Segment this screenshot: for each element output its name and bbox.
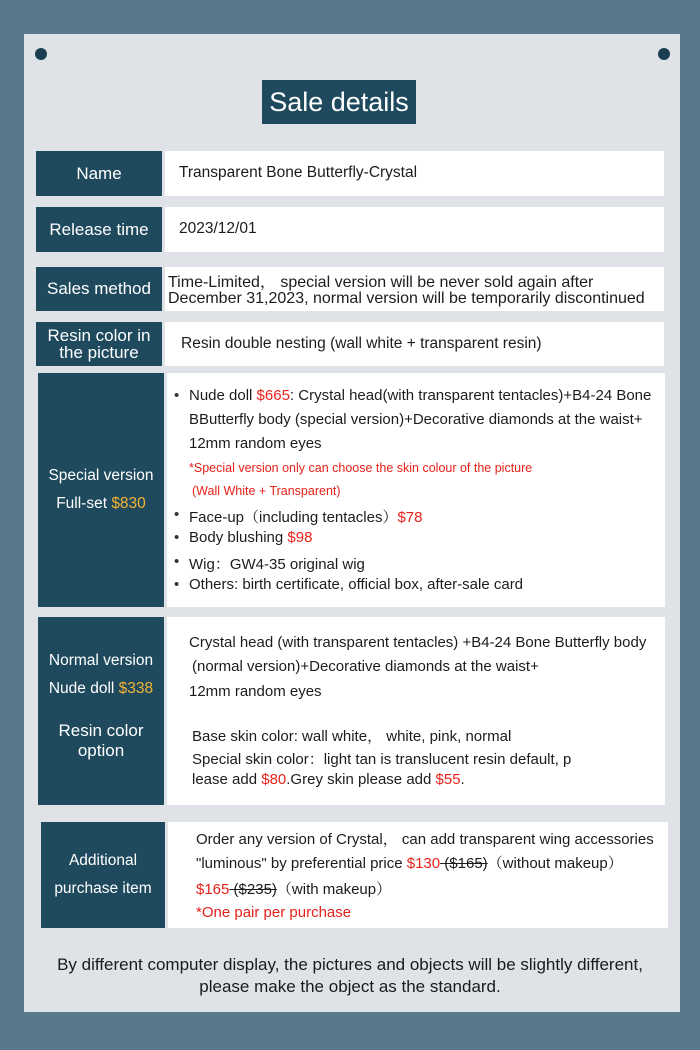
resin-color-label-line2: the picture [59, 343, 139, 362]
special-item-nude-doll [189, 387, 651, 404]
additional-line2 [196, 852, 623, 873]
normal-label-price: $338 [118, 680, 154, 697]
wing-old-price-with-makeup: ($235) [229, 881, 277, 898]
special-item-others: • Others: birth certificate, official box, after-sale card [189, 576, 523, 593]
skin-line3 [192, 771, 465, 788]
resin-color-label-line1: Resin color in [47, 326, 151, 345]
skin-price-light-tan: $80 [261, 771, 287, 788]
skin-line3-a: lease add [192, 771, 262, 788]
wing-price-without-makeup: $130 [406, 855, 441, 872]
normal-line3: 12mm random eyes [189, 683, 322, 700]
special-item1-text: : Crystal head(with transparent tentacles)+B4-24 Bone [289, 387, 652, 404]
special-version-label [38, 373, 164, 607]
page-title: Sale details [262, 80, 416, 124]
special-item2-text: Face-up（including tentacles） [189, 509, 398, 526]
additional-line3 [196, 878, 391, 899]
skin-line2: Special skin color：light tan is translucent resin default, p [192, 751, 572, 768]
skin-line3-c: . [460, 771, 465, 788]
special-label-prefix: Full-set [56, 495, 112, 512]
release-value-cell [165, 207, 664, 252]
sales-method-line2: December 31,2023, normal version will be temporarily discontinued [168, 290, 645, 307]
special-item-wig: • Wig：GW4-35 original wig [189, 553, 365, 574]
special-note1: *Special version only can choose the skin colour of the picture [189, 461, 533, 475]
wing-old-price-without-makeup: ($165) [440, 855, 488, 872]
special-item1-price: $665 [256, 387, 290, 404]
additional-label-line1: Additional [68, 852, 138, 869]
skin-price-grey: $55 [435, 771, 461, 788]
wing-price-with-makeup: $165 [196, 881, 230, 898]
normal-label-line1: Normal version [48, 652, 154, 669]
additional-purchase-label [41, 822, 165, 928]
sales-method-line1: Time-Limited， special version will be never sold again after [168, 274, 594, 291]
special-item1-prefix: Nude doll [189, 387, 257, 404]
normal-label-line2 [49, 675, 153, 703]
special-item2-price: $78 [397, 509, 423, 526]
release-value: 2023/12/01 [179, 220, 257, 237]
normal-version-details [167, 617, 665, 805]
special-item1-line3: 12mm random eyes [189, 435, 322, 452]
footer-line2: please make the object as the standard. [199, 977, 501, 996]
additional-line3-b: （with makeup） [276, 881, 392, 898]
name-label [36, 151, 162, 196]
sales-method-label [36, 267, 162, 311]
normal-version-label [38, 617, 164, 805]
name-label-text: Name [76, 163, 122, 183]
normal-line2: (normal version)+Decorative diamonds at the waist+ [192, 658, 539, 675]
special-item-blushing [189, 529, 312, 546]
special-note2: (Wall White + Transparent) [192, 484, 341, 498]
additional-label-line2: purchase item [54, 880, 152, 897]
name-value: Transparent Bone Butterfly-Crystal [179, 164, 418, 181]
sales-method-value-cell [165, 267, 664, 311]
special-label-price: $830 [111, 495, 146, 512]
skin-line3-b: .Grey skin please add [286, 771, 436, 788]
release-label [36, 207, 162, 252]
special-item-faceup [189, 506, 422, 527]
name-value-cell [165, 151, 664, 196]
release-label-text: Release time [49, 219, 149, 239]
skin-line1: Base skin color: wall white， white, pink, normal [192, 728, 512, 745]
hole-left-icon [35, 48, 47, 60]
resin-option-label-line1: Resin color [58, 721, 144, 740]
hole-right-icon [658, 48, 670, 60]
footer-line1: By different computer display, the pictures and objects will be slightly different, [57, 955, 643, 974]
sales-method-label-text: Sales method [47, 279, 151, 298]
additional-purchase-details [168, 822, 668, 928]
special-label-line2 [56, 490, 146, 518]
special-item3-text: Body blushing [189, 529, 288, 546]
resin-color-label [36, 322, 162, 366]
special-version-details [167, 373, 665, 607]
special-item1-line2: BButterfly body (special version)+Decorative diamonds at the waist+ [189, 411, 643, 428]
resin-option-label-line2: option [77, 741, 125, 760]
resin-color-value: Resin double nesting (wall white + transparent resin) [181, 335, 542, 352]
additional-line2-b: （without makeup） [487, 855, 623, 872]
special-item3-price: $98 [287, 529, 313, 546]
additional-line2-a: "luminous" by preferential price [196, 855, 407, 872]
resin-color-value-cell [165, 322, 664, 366]
normal-line1: Crystal head (with transparent tentacles) +B4-24 Bone Butterfly body [189, 634, 647, 651]
additional-line1: Order any version of Crystal， can add transparent wing accessories [196, 831, 654, 848]
special-label-line1: Special version [48, 467, 154, 484]
additional-note: *One pair per purchase [196, 904, 352, 921]
normal-label-prefix: Nude doll [48, 680, 119, 697]
